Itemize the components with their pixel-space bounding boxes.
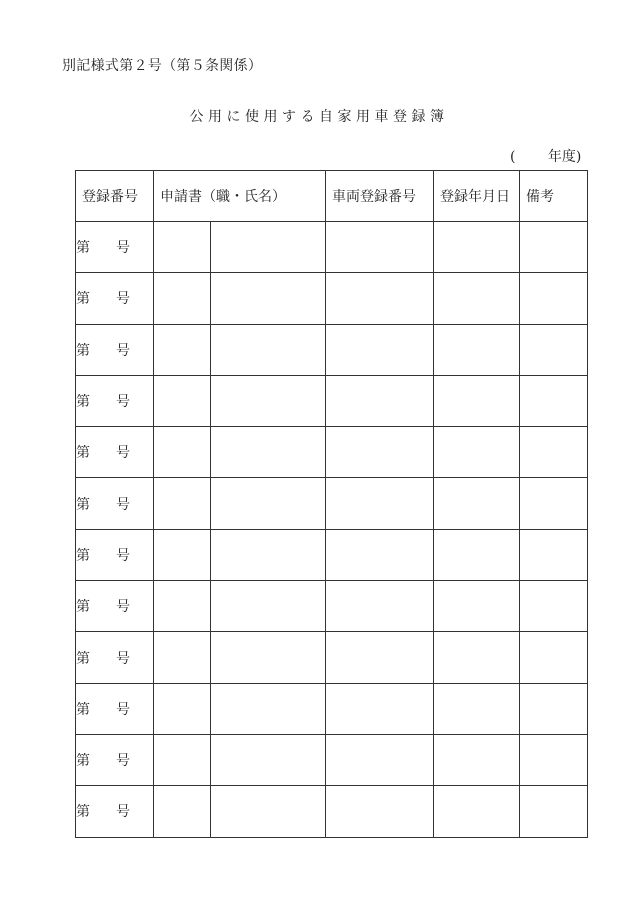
- vehicle-number-cell[interactable]: [326, 427, 434, 478]
- applicant-name-cell[interactable]: [211, 632, 326, 683]
- fiscal-year-field: ( 年度): [510, 149, 582, 165]
- applicant-title-cell[interactable]: [154, 632, 211, 683]
- number-prefix: 第: [76, 394, 90, 411]
- number-suffix: 号: [116, 496, 130, 513]
- header-vehicle-number: 車両登録番号: [326, 171, 434, 222]
- applicant-title-cell[interactable]: [154, 581, 211, 632]
- registration-number-cell[interactable]: [76, 786, 154, 837]
- applicant-name-cell[interactable]: [211, 375, 326, 426]
- remarks-cell[interactable]: [520, 734, 588, 785]
- number-suffix: 号: [116, 701, 130, 718]
- registration-date-cell[interactable]: [434, 529, 520, 580]
- registration-number-cell[interactable]: [76, 632, 154, 683]
- number-suffix: 号: [116, 394, 130, 411]
- table-row: [76, 478, 588, 529]
- registration-number-cell[interactable]: [76, 734, 154, 785]
- remarks-cell[interactable]: [520, 683, 588, 734]
- applicant-title-cell[interactable]: [154, 222, 211, 273]
- document-title: 公用に使用する自家用車登録簿: [189, 109, 449, 125]
- applicant-name-cell[interactable]: [211, 786, 326, 837]
- number-suffix: 号: [116, 547, 130, 564]
- applicant-title-cell[interactable]: [154, 683, 211, 734]
- registration-number-cell[interactable]: [76, 529, 154, 580]
- number-suffix: 号: [116, 342, 130, 359]
- vehicle-number-cell[interactable]: [326, 324, 434, 375]
- header-remarks: 備考: [520, 171, 588, 222]
- number-prefix: 第: [76, 342, 90, 359]
- registration-date-cell[interactable]: [434, 427, 520, 478]
- registration-number-cell[interactable]: [76, 375, 154, 426]
- table-row: [76, 683, 588, 734]
- table-row: [76, 632, 588, 683]
- number-prefix: 第: [76, 547, 90, 564]
- number-prefix: 第: [76, 701, 90, 718]
- table-row: [76, 222, 588, 273]
- registration-number-cell[interactable]: [76, 581, 154, 632]
- number-suffix: 号: [116, 804, 130, 821]
- vehicle-number-cell[interactable]: [326, 786, 434, 837]
- vehicle-number-cell[interactable]: [326, 529, 434, 580]
- applicant-name-cell[interactable]: [211, 324, 326, 375]
- applicant-name-cell[interactable]: [211, 427, 326, 478]
- table-row: [76, 581, 588, 632]
- applicant-name-cell[interactable]: [211, 734, 326, 785]
- applicant-title-cell[interactable]: [154, 478, 211, 529]
- applicant-title-cell[interactable]: [154, 529, 211, 580]
- remarks-cell[interactable]: [520, 529, 588, 580]
- registration-date-cell[interactable]: [434, 581, 520, 632]
- table-header-row: [76, 171, 588, 222]
- table-row: [76, 529, 588, 580]
- number-prefix: 第: [76, 240, 90, 257]
- applicant-title-cell[interactable]: [154, 786, 211, 837]
- number-prefix: 第: [76, 496, 90, 513]
- header-registration-date: 登録年月日: [434, 171, 520, 222]
- registry-table: [75, 170, 588, 838]
- header-applicant: 申請書（職・氏名）: [154, 171, 326, 222]
- applicant-name-cell[interactable]: [211, 273, 326, 324]
- remarks-cell[interactable]: [520, 581, 588, 632]
- applicant-title-cell[interactable]: [154, 375, 211, 426]
- registration-number-cell[interactable]: [76, 273, 154, 324]
- registration-number-cell[interactable]: [76, 478, 154, 529]
- number-suffix: 号: [116, 599, 130, 616]
- vehicle-number-cell[interactable]: [326, 581, 434, 632]
- registration-number-cell[interactable]: [76, 324, 154, 375]
- number-prefix: 第: [76, 599, 90, 616]
- registration-number-cell[interactable]: [76, 683, 154, 734]
- table-body: [76, 222, 588, 838]
- table-row: [76, 324, 588, 375]
- remarks-cell[interactable]: [520, 478, 588, 529]
- applicant-name-cell[interactable]: [211, 222, 326, 273]
- vehicle-number-cell[interactable]: [326, 632, 434, 683]
- table-row: [76, 786, 588, 837]
- vehicle-number-cell[interactable]: [326, 273, 434, 324]
- vehicle-number-cell[interactable]: [326, 375, 434, 426]
- number-prefix: 第: [76, 753, 90, 770]
- vehicle-number-cell[interactable]: [326, 478, 434, 529]
- applicant-name-cell[interactable]: [211, 581, 326, 632]
- applicant-name-cell[interactable]: [211, 478, 326, 529]
- remarks-cell[interactable]: [520, 375, 588, 426]
- table-row: [76, 427, 588, 478]
- number-suffix: 号: [116, 753, 130, 770]
- remarks-cell[interactable]: [520, 786, 588, 837]
- header-registration-number: 登録番号: [76, 171, 154, 222]
- registration-number-cell[interactable]: [76, 222, 154, 273]
- registration-date-cell[interactable]: [434, 273, 520, 324]
- registration-date-cell[interactable]: [434, 632, 520, 683]
- applicant-name-cell[interactable]: [211, 529, 326, 580]
- registration-date-cell[interactable]: [434, 734, 520, 785]
- form-label: 別記様式第２号（第５条関係）: [62, 58, 263, 74]
- registration-date-cell[interactable]: [434, 683, 520, 734]
- number-prefix: 第: [76, 445, 90, 462]
- remarks-cell[interactable]: [520, 632, 588, 683]
- registration-number-cell[interactable]: [76, 427, 154, 478]
- remarks-cell[interactable]: [520, 222, 588, 273]
- vehicle-number-cell[interactable]: [326, 222, 434, 273]
- registration-date-cell[interactable]: [434, 375, 520, 426]
- number-prefix: 第: [76, 804, 90, 821]
- applicant-title-cell[interactable]: [154, 427, 211, 478]
- applicant-name-cell[interactable]: [211, 683, 326, 734]
- registration-date-cell[interactable]: [434, 786, 520, 837]
- vehicle-number-cell[interactable]: [326, 734, 434, 785]
- number-suffix: 号: [116, 291, 130, 308]
- number-prefix: 第: [76, 650, 90, 667]
- remarks-cell[interactable]: [520, 324, 588, 375]
- table-row: [76, 734, 588, 785]
- table-row: [76, 273, 588, 324]
- registration-date-cell[interactable]: [434, 222, 520, 273]
- vehicle-number-cell[interactable]: [326, 683, 434, 734]
- remarks-cell[interactable]: [520, 273, 588, 324]
- registration-date-cell[interactable]: [434, 478, 520, 529]
- applicant-title-cell[interactable]: [154, 324, 211, 375]
- number-suffix: 号: [116, 445, 130, 462]
- number-suffix: 号: [116, 650, 130, 667]
- applicant-title-cell[interactable]: [154, 273, 211, 324]
- table-row: [76, 375, 588, 426]
- registration-date-cell[interactable]: [434, 324, 520, 375]
- remarks-cell[interactable]: [520, 427, 588, 478]
- applicant-title-cell[interactable]: [154, 734, 211, 785]
- number-prefix: 第: [76, 291, 90, 308]
- number-suffix: 号: [116, 240, 130, 257]
